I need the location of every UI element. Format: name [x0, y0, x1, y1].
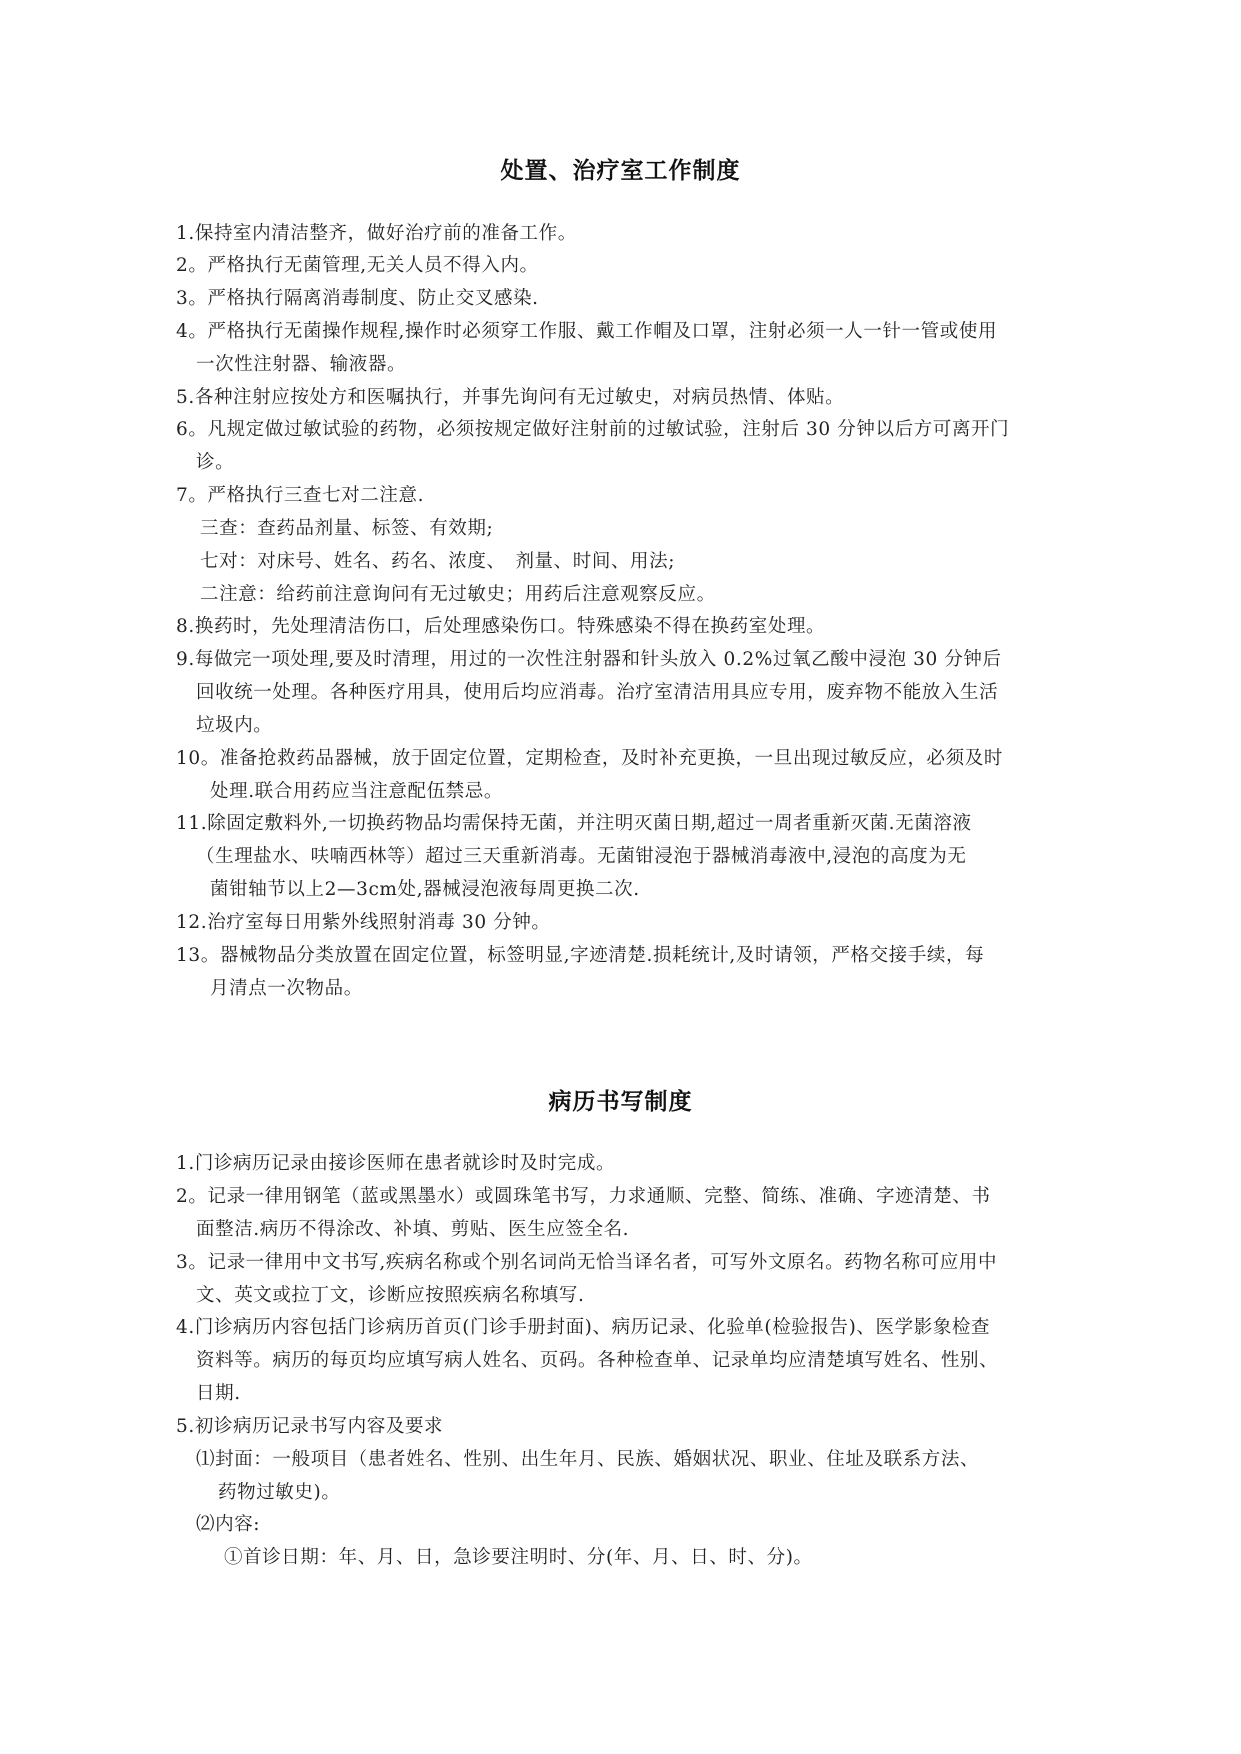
rule-line: 11.除固定敷料外,一切换药物品均需保持无菌，并注明灭菌日期,超过一周者重新灭菌.无菌溶液 [176, 813, 972, 834]
rule-line-continued: 药物过敏史)。 [218, 1482, 341, 1503]
rule-line: 5.各种注射应按处方和医嘱执行，并事先询问有无过敏史，对病员热情、体贴。 [176, 387, 845, 408]
rule-line-continued: 日期. [196, 1383, 241, 1404]
rule-line-continued: （生理盐水、呋喃西林等）超过三天重新消毒。无菌钳浸泡于器械消毒液中,浸泡的高度为无 [196, 846, 967, 867]
rule-subline: ⑵内容: [196, 1514, 261, 1535]
rule-line: 10。准备抢救药品器械，放于固定位置，定期检查，及时补充更换，一旦出现过敏反应，必须及时 [176, 748, 1003, 769]
rule-line-continued: 面整洁.病历不得涂改、补填、剪贴、医生应签全名. [196, 1219, 630, 1240]
rule-line: 13。器械物品分类放置在固定位置，标签明显,字迹清楚.损耗统计,及时请领，严格交接手续，每 [176, 945, 985, 966]
rule-line: 3。严格执行隔离消毒制度、防止交叉感染. [176, 288, 539, 309]
rule-line-continued: 垃圾内。 [196, 715, 273, 736]
rule-line: 2。严格执行无菌管理,无关人员不得入内。 [176, 255, 539, 276]
rule-line: 7。严格执行三查七对二注意. [176, 485, 425, 506]
rule-subline: ①首诊日期：年、月、日，急诊要注明时、分(年、月、日、时、分)。 [224, 1547, 813, 1568]
rule-line: 3。记录一律用中文书写,疾病名称或个别名词尚无恰当译名者，可写外文原名。药物名称可应用中 [176, 1252, 998, 1273]
rule-line: 2。记录一律用钢笔（蓝或黑墨水）或圆珠笔书写，力求通顺、完整、简练、准确、字迹清楚、书 [176, 1186, 991, 1207]
rule-line: 5.初诊病历记录书写内容及要求 [176, 1416, 444, 1437]
rule-subline: 三查：查药品剂量、标签、有效期; [200, 518, 494, 539]
rule-line: 4.门诊病历内容包括门诊病历首页(门诊手册封面)、病历记录、化验单(检验报告)、医学影象检查 [176, 1317, 991, 1338]
section-title-medical-records: 病历书写制度 [548, 1089, 693, 1115]
rule-subline: 七对：对床号、姓名、药名、浓度、 剂量、时间、用法; [200, 551, 676, 572]
rule-line-continued: 一次性注射器、输液器。 [196, 354, 407, 375]
rule-line: 1.保持室内清洁整齐，做好治疗前的准备工作。 [176, 223, 577, 244]
rule-line-continued: 处理.联合用药应当注意配伍禁忌。 [210, 781, 503, 802]
rule-line-continued: 菌钳轴节以上2—3cm处,器械浸泡液每周更换二次. [210, 879, 640, 900]
rule-line: 8.换药时，先处理清洁伤口，后处理感染伤口。特殊感染不得在换药室处理。 [176, 616, 826, 637]
rule-line: 6。凡规定做过敏试验的药物，必须按规定做好注射前的过敏试验，注射后 30 分钟以后方可离开门 [176, 419, 1010, 440]
rule-line-continued: 诊。 [196, 452, 235, 473]
rule-subline: 二注意：给药前注意询问有无过敏史；用药后注意观察反应。 [200, 584, 716, 605]
section-title-treatment-room: 处置、治疗室工作制度 [500, 158, 741, 184]
rule-line-continued: 资料等。病历的每页均应填写病人姓名、页码。各种检查单、记录单均应清楚填写姓名、性别、 [196, 1350, 999, 1371]
rule-line-continued: 回收统一处理。各种医疗用具，使用后均应消毒。治疗室清洁用具应专用，废弃物不能放入生活 [196, 682, 999, 703]
rule-line: 9.每做完一项处理,要及时清理，用过的一次性注射器和针头放入 0.2%过氧乙酸中浸泡 30 分钟后 [176, 649, 1002, 670]
rule-subline: ⑴封面：一般项目（患者姓名、性别、出生年月、民族、婚姻状况、职业、住址及联系方法、 [196, 1449, 980, 1470]
rule-line: 4。严格执行无菌操作规程,操作时必须穿工作服、戴工作帽及口罩，注射必须一人一针一管或使用 [176, 321, 998, 342]
rule-line-continued: 月清点一次物品。 [210, 978, 363, 999]
rule-line: 12.治疗室每日用紫外线照射消毒 30 分钟。 [176, 912, 551, 933]
rule-line: 1.门诊病历记录由接诊医师在患者就诊时及时完成。 [176, 1153, 616, 1174]
rule-line-continued: 文、英文或拉丁文，诊断应按照疾病名称填写. [196, 1285, 585, 1306]
